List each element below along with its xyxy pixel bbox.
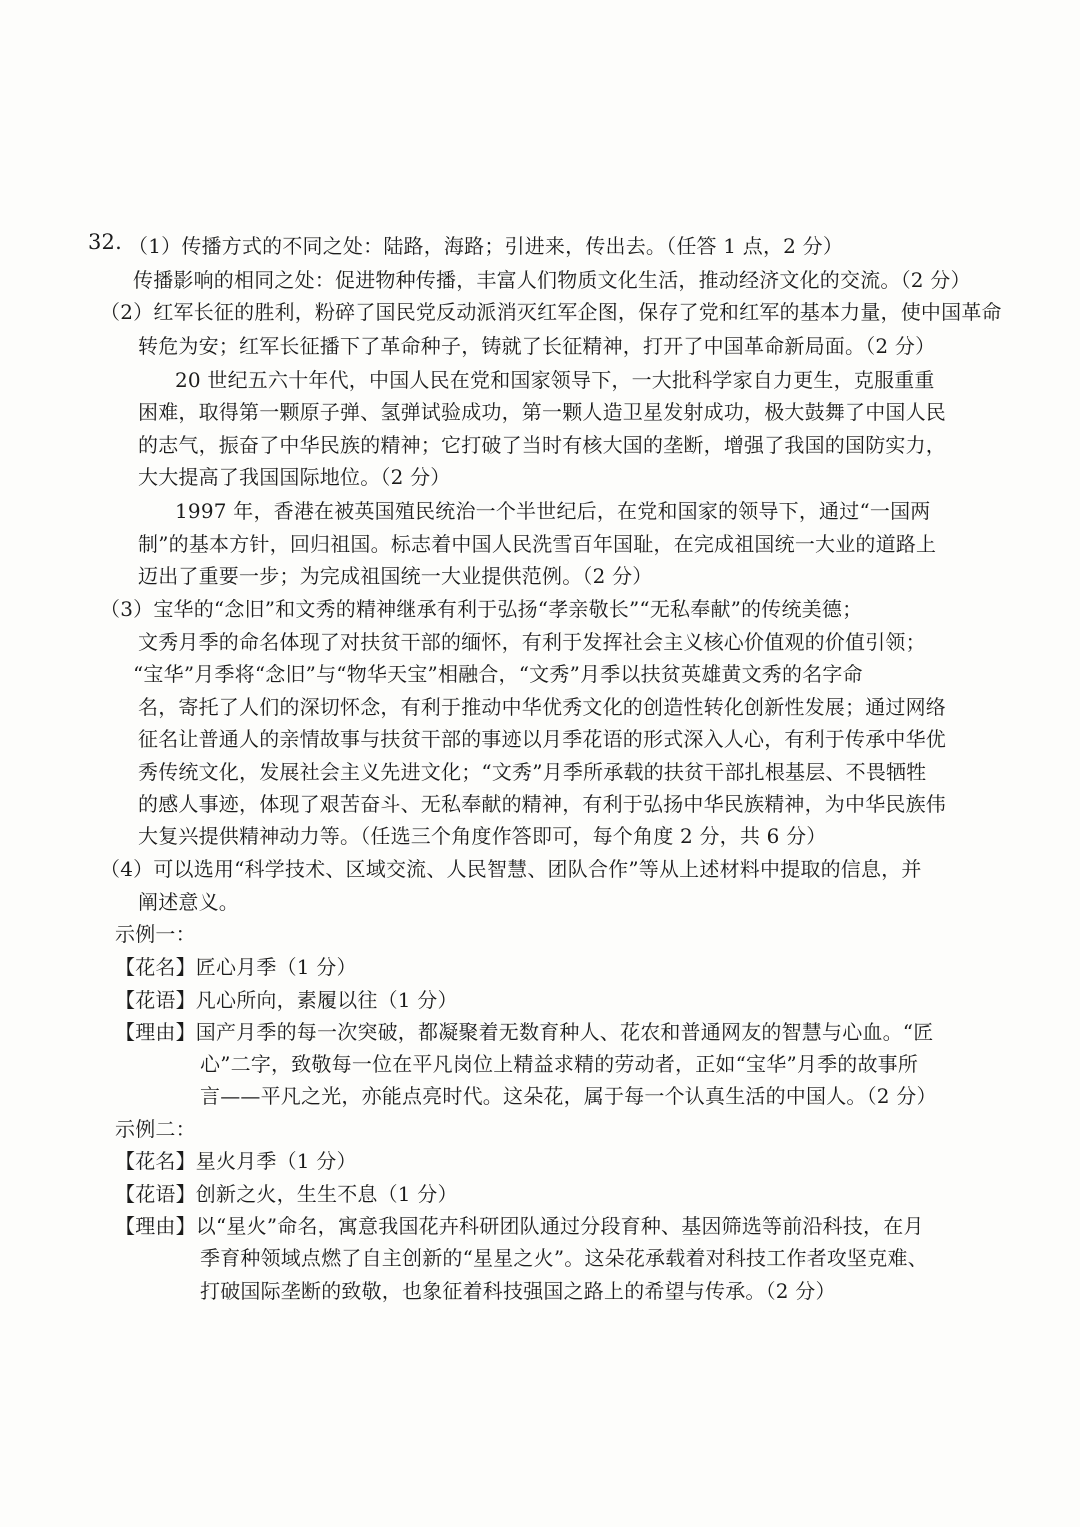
part4-line-1: （4）可以选用“科学技术、区域交流、人民智慧、团队合作”等从上述材料中提取的信息，并: [100, 857, 922, 881]
part3-line-5: 征名让普通人的亲情故事与扶贫干部的事迹以月季花语的形式深入人心，有利于传承中华优: [138, 727, 946, 751]
part1-line-2: 传播影响的相同之处：促进物种传播，丰富人们物质文化生活，推动经济文化的交流。（2 分）: [133, 268, 971, 292]
example2-heading: 示例二：: [115, 1117, 196, 1141]
part3-line-4: 名，寄托了人们的深切怀念，有利于推动中华优秀文化的创造性转化创新性发展；通过网络: [138, 695, 946, 719]
example1-reason-line-1: 【理由】国产月季的每一次突破，都凝聚着无数育种人、花农和普通网友的智慧与心血。“匠: [115, 1020, 934, 1044]
part3-line-2: 文秀月季的命名体现了对扶贫干部的缅怀，有利于发挥社会主义核心价值观的价值引领；: [138, 630, 926, 654]
part2-line-1: （2）红军长征的胜利，粉碎了国民党反动派消灭红军企图，保存了党和红军的基本力量，使中国革命: [100, 300, 1002, 324]
part2-line-4: 困难，取得第一颗原子弹、氢弹试验成功，第一颗人造卫星发射成功，极大鼓舞了中国人民: [138, 400, 946, 424]
part2-line-9: 迈出了重要一步；为完成祖国统一大业提供范例。（2 分）: [138, 564, 653, 588]
part4-line-2: 阐述意义。: [138, 890, 239, 914]
example2-flower-name: 【花名】星火月季（1 分）: [115, 1149, 357, 1173]
part2-line-6: 大大提高了我国国际地位。（2 分）: [138, 465, 451, 489]
example1-flower-language: 【花语】凡心所向，素履以往（1 分）: [115, 988, 458, 1012]
example2-reason-line-1: 【理由】以“星火”命名，寓意我国花卉科研团队通过分段育种、基因筛选等前沿科技，在月: [115, 1214, 924, 1238]
example2-reason-line-3: 打破国际垄断的致敬，也象征着科技强国之路上的希望与传承。（2 分）: [200, 1279, 836, 1303]
part3-line-3: “宝华”月季将“念旧”与“物华天宝”相融合，“文秀”月季以扶贫英雄黄文秀的名字命: [133, 662, 863, 686]
part2-line-3: 20 世纪五六十年代，中国人民在党和国家领导下，一大批科学家自力更生，克服重重: [175, 368, 935, 392]
part3-line-7: 的感人事迹，体现了艰苦奋斗、无私奉献的精神，有利于弘扬中华民族精神，为中华民族伟: [138, 792, 946, 816]
example1-reason-line-3: 言——平凡之光，亦能点亮时代。这朵花，属于每一个认真生活的中国人。（2 分）: [200, 1084, 937, 1108]
part2-line-5: 的志气，振奋了中华民族的精神；它打破了当时有核大国的垄断，增强了我国的国防实力，: [138, 433, 946, 457]
part3-line-8: 大复兴提供精神动力等。（任选三个角度作答即可，每个角度 2 分，共 6 分）: [138, 824, 827, 848]
question-number: 32.: [88, 230, 122, 254]
example1-flower-name: 【花名】匠心月季（1 分）: [115, 955, 357, 979]
part2-line-2: 转危为安；红军长征播下了革命种子，铸就了长征精神，打开了中国革命新局面。（2 分）: [138, 334, 936, 358]
part2-line-8: 制”的基本方针，回归祖国。标志着中国人民洗雪百年国耻，在完成祖国统一大业的道路上: [138, 532, 937, 556]
part2-line-7: 1997 年，香港在被英国殖民统治一个半世纪后，在党和国家的领导下，通过“一国两: [175, 499, 931, 523]
part3-line-1: （3）宝华的“念旧”和文秀的精神继承有利于弘扬“孝亲敬长”“无私奉献”的传统美德；: [100, 597, 863, 621]
example1-reason-line-2: 心”二字，致敬每一位在平凡岗位上精益求精的劳动者，正如“宝华”月季的故事所: [200, 1052, 919, 1076]
example1-heading: 示例一：: [115, 922, 196, 946]
example2-reason-line-2: 季育种领域点燃了自主创新的“星星之火”。这朵花承载着对科技工作者攻坚克难、: [200, 1246, 928, 1270]
part3-line-6: 秀传统文化，发展社会主义先进文化；“文秀”月季所承载的扶贫干部扎根基层、不畏牺牲: [138, 760, 927, 784]
part1-line-1: （1）传播方式的不同之处：陆路，海路；引进来，传出去。（任答 1 点，2 分）: [128, 234, 844, 258]
example2-flower-language: 【花语】创新之火，生生不息（1 分）: [115, 1182, 458, 1206]
